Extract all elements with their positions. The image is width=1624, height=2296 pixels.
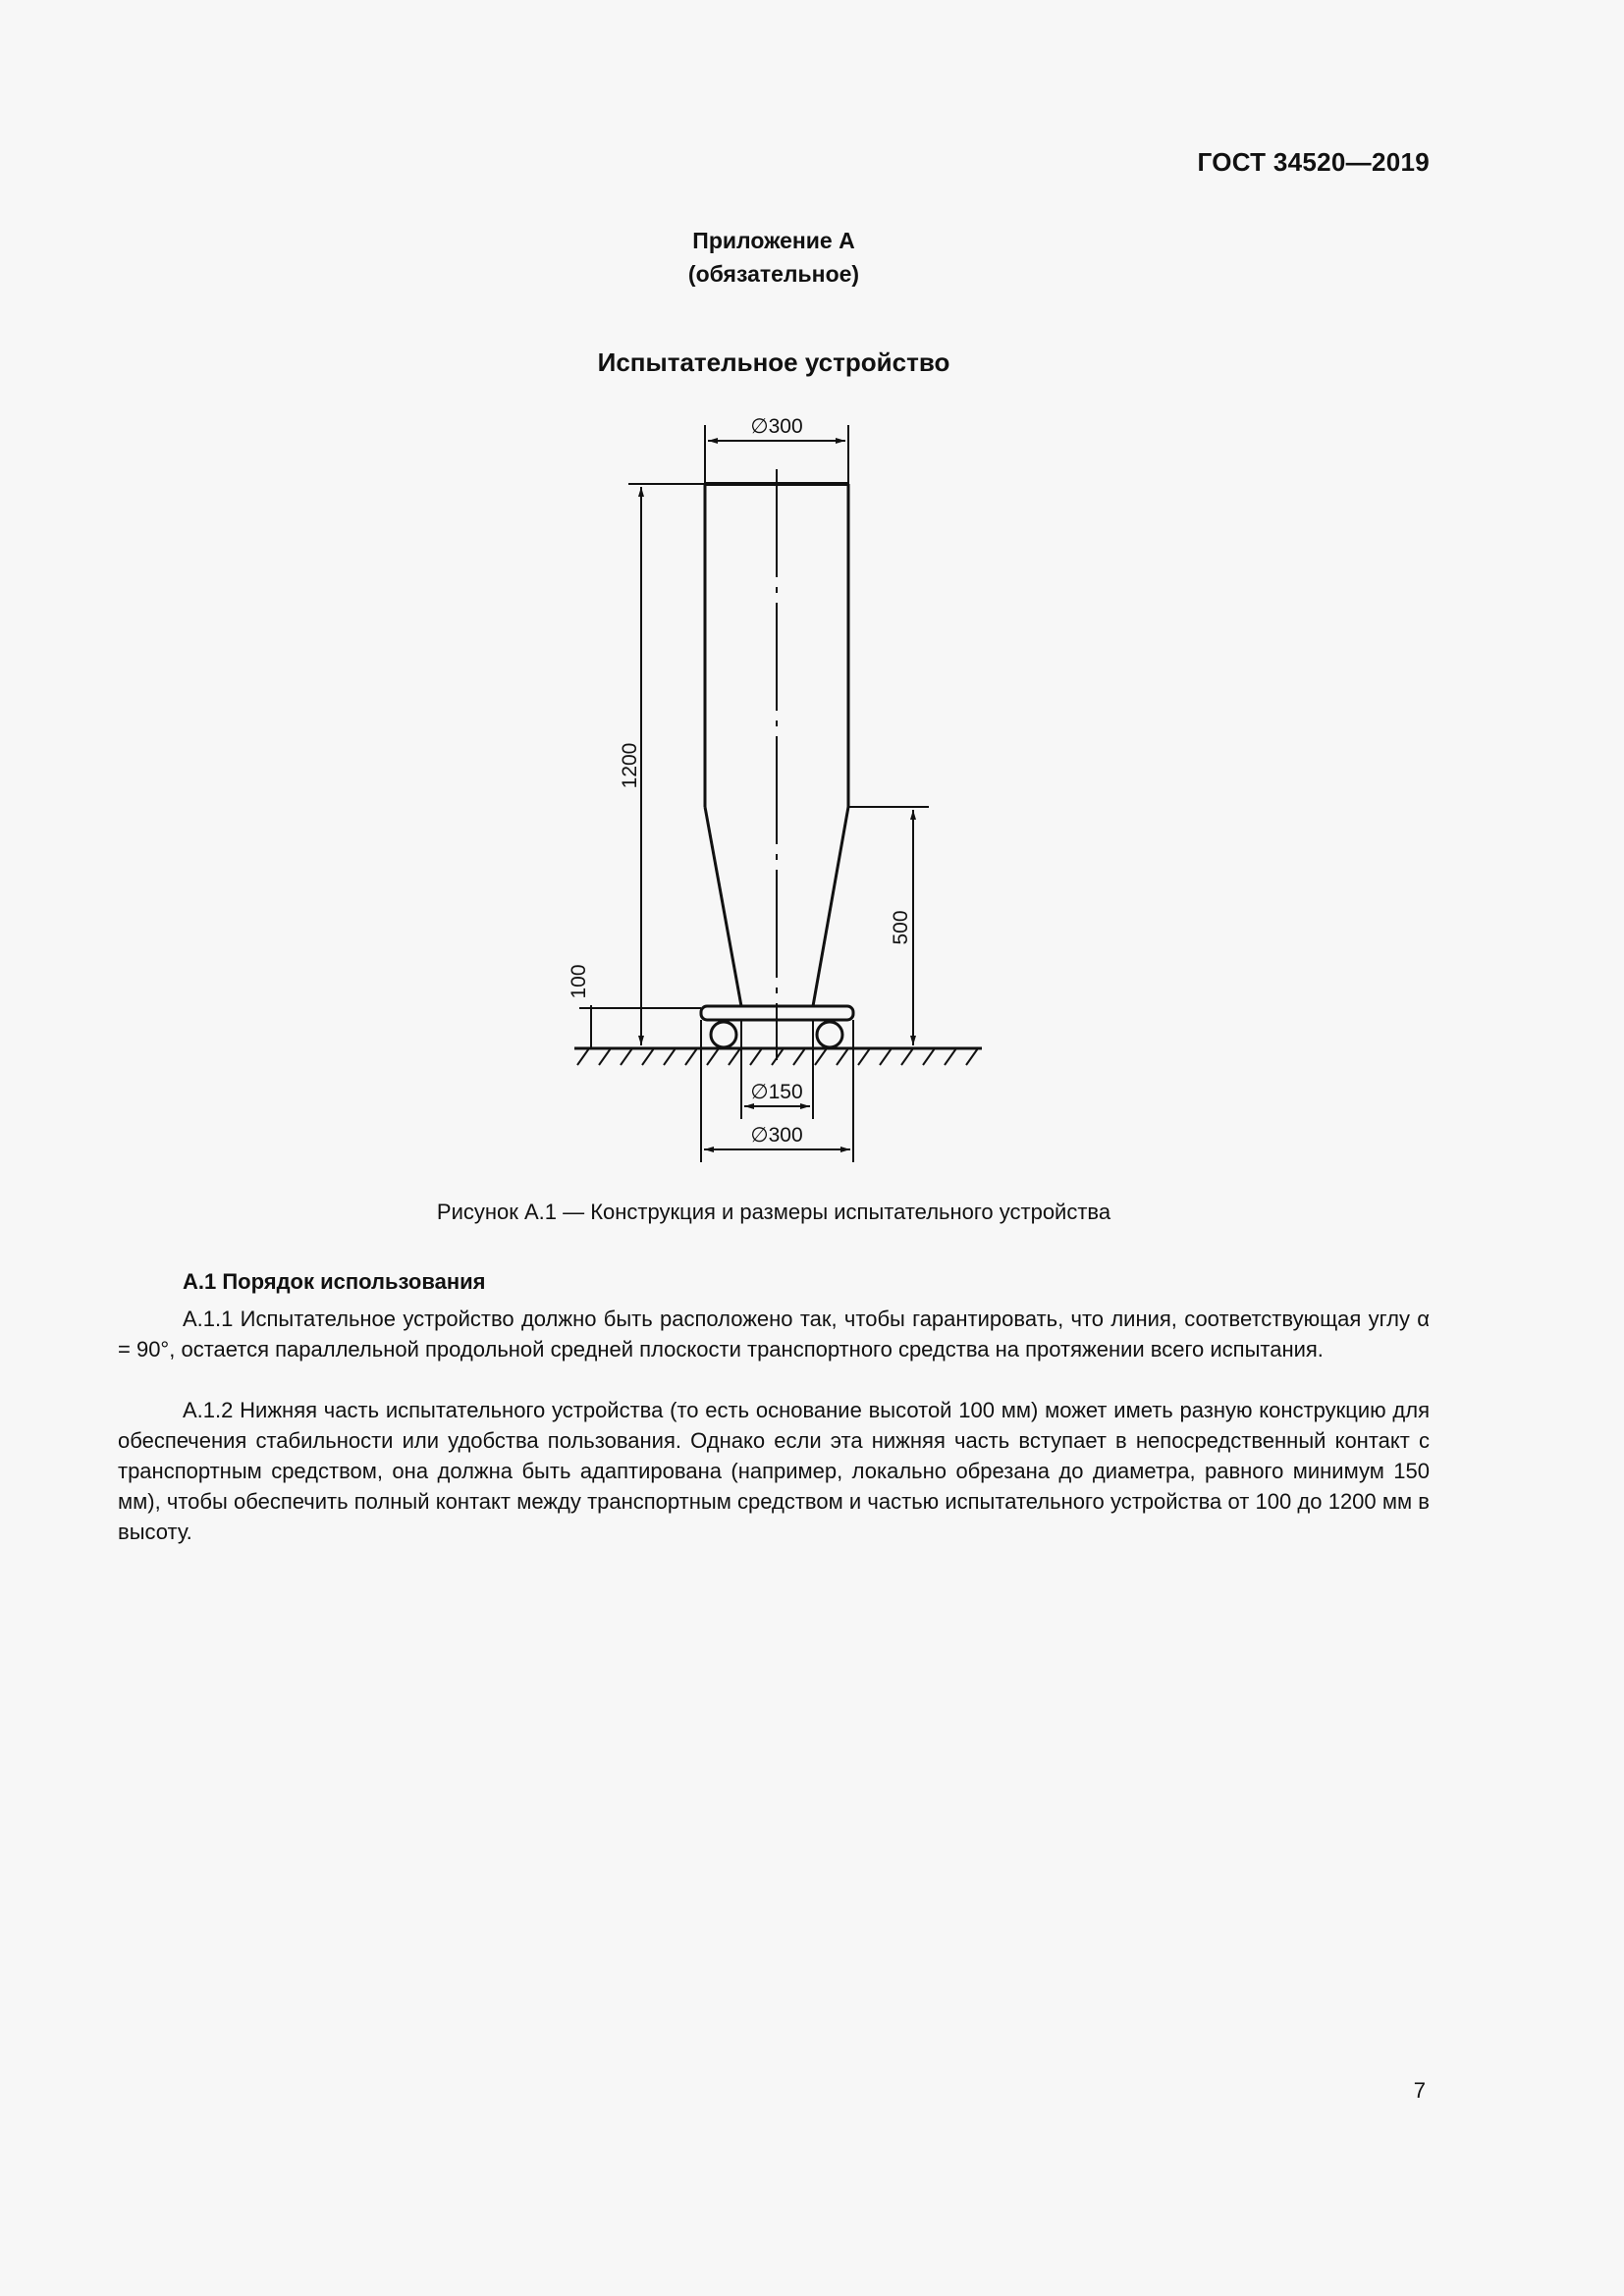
annex-label: Приложение А [692, 228, 855, 253]
section-heading: А.1 Порядок использования [183, 1269, 486, 1294]
annex-status: (обязательное) [687, 261, 860, 287]
bottom-outer-diameter-label: ∅300 [750, 1124, 803, 1147]
figure-caption: Рисунок А.1 — Конструкция и размеры испытательного устройства [436, 1200, 1111, 1224]
paragraph-a-1-2: А.1.2 Нижняя часть испытательного устройства (то есть основание высотой 100 мм) может иметь разную конструкцию для обеспечения стабильности или удобства пользования. Однако если эта нижняя часть вступает в непосредственный контакт с транспортным средством, она должна быть адаптирована (например, локально обрезана до диаметра, равного минимум 150 мм), чтобы обеспечить полный контакт между транспортным средством и частью испытательного устройства от 100 до 1200 мм в высоту. [118, 1398, 1430, 1544]
ground-line [574, 1048, 982, 1065]
paragraph-a-1-1: А.1.1 Испытательное устройство должно быть расположено так, чтобы гарантировать, что линия, соответствующая углу α = 90°, остается параллельной продольной средней плоскости транспортного средства на протяжении всего испытания. [118, 1307, 1430, 1362]
standard-number: ГОСТ 34520—2019 [1197, 147, 1430, 177]
top-diameter-label: ∅300 [750, 415, 803, 438]
height-1200-label: 1200 [619, 742, 641, 789]
bottom-inner-diameter-label: ∅150 [750, 1081, 803, 1103]
height-500-dimension [848, 807, 929, 1045]
height-100-label: 100 [568, 964, 590, 999]
figure-heading: Испытательное устройство [597, 347, 950, 377]
height-500-label: 500 [890, 910, 912, 945]
page-number: 7 [1413, 2078, 1426, 2103]
